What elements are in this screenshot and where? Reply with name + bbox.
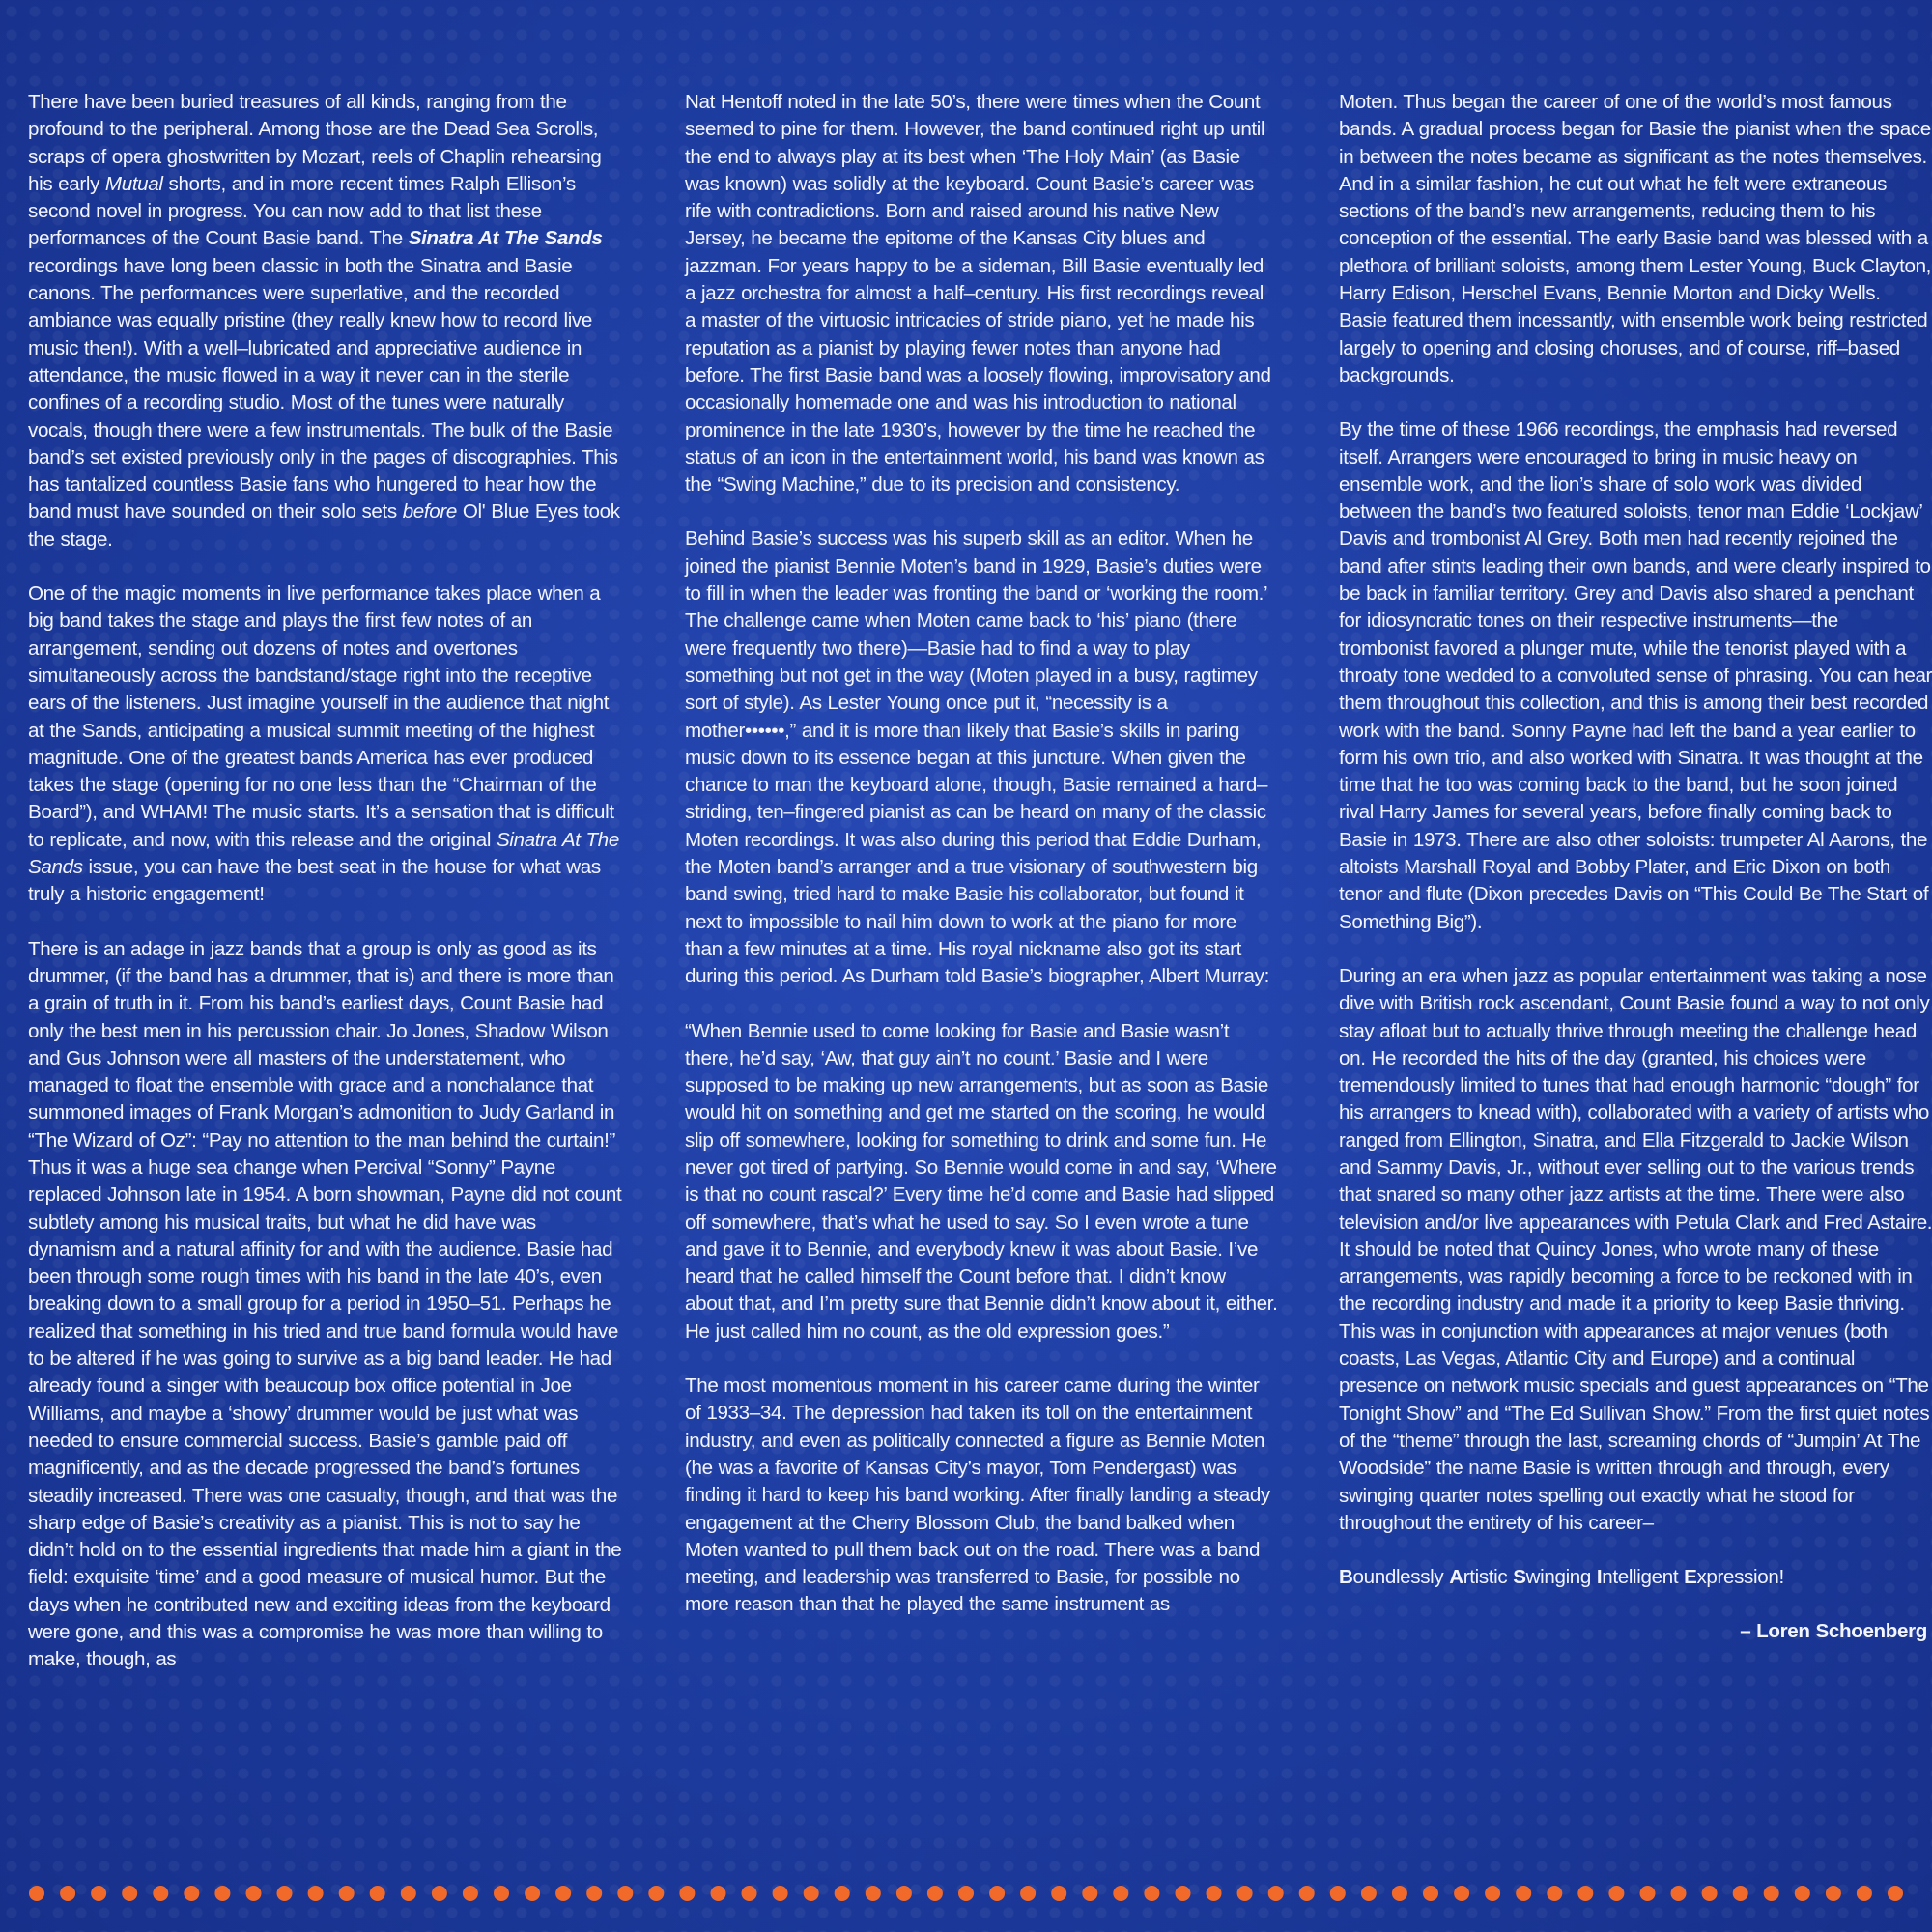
paragraph — [1339, 89, 1932, 389]
acrostic-word: winging — [1525, 1566, 1597, 1589]
text-run: Behind Basie’s success was his superb skill as an editor. When he joined the pianist Bennie Moten’s band in 1929, Basie’s duties were to fill in when the leader was fronting the band or ‘working the room.’ The challenge came when Moten came back to ‘his’ piano (there were frequently two there)—Basie had to find a way to play something but not get in the way (Moten played in a busy, ragtimey sort of style). As Lester Young once put it, “necessity is a mother••••••,” and it is more than likely that Basie’s skills in paring music down to its essence began at this juncture. When given the chance to man the keyboard alone, though, Basie remained a hard–striding, ten–fingered pianist as can be heard on many of the classic Moten recordings. It was also during this period that Eddie Durham, the Moten band’s arranger and a true visionary of southwestern big band swing, tried hard to make Basie his collaborator, but found it next to impossible to nail him down to work at the piano for more than a few minutes at a time. His royal nickname also got its start during this period. As Durham told Basie’s biographer, Albert Murray: — [685, 527, 1269, 988]
text-run: There have been buried treasures of all kinds, ranging from the profound to the peripheral. Among those are the Dead Sea Scrolls, scraps of opera ghostwritten by Mozart, reels of Chaplin rehearsing his early — [28, 91, 602, 195]
border-dot — [1330, 1886, 1346, 1901]
text-run: “When Bennie used to come looking for Basie and Basie wasn’t there, he’d say, ‘Aw, that guy ain’t no count.’ Basie and I were supposed to be making up new arrangements, but as soon as Basie would hit on something and get me started on the scoring, he would slip off somewhere, looking for something to drink and some fun. He never got tired of partying. So Bennie would come in and say, ‘Where is that no count rascal?’ Every time he’d come and Basie had slipped off somewhere, that’s what he used to say. So I even wrote a tune and gave it to Bennie, and everybody knew it was about Basie. I’ve heard that he called himself the Count before that. I didn’t know about that, and I’m pretty sure that Bennie didn’t know about it, either. He just called him no count, as the old expression goes.” — [685, 1019, 1278, 1343]
border-dot — [1268, 1886, 1284, 1901]
acrostic-word: ntelligent — [1602, 1566, 1685, 1589]
border-dot — [339, 1886, 355, 1901]
paragraph — [1339, 963, 1932, 1537]
border-dot — [1795, 1886, 1810, 1901]
text-run: One of the magic moments in live performance takes place when a big band takes the stage and plays the first few notes of an arrangement, sending out dozens of notes and overtones simultaneously across the bandstand/stage right into the receptive ears of the listeners. Just imagine yourself in the audience that night at the Sands, anticipating a musical summit meeting of the highest magnitude. One of the greatest bands America has ever produced takes the stage (opening for no one less than the “Chairman of the Board”), and WHAM! The music starts. It’s a sensation that is difficult to replicate, and now, with this release and the original — [28, 582, 614, 851]
border-dot — [1608, 1886, 1624, 1901]
text-run: Ol' Blue Eyes took the stage. — [28, 500, 620, 551]
orange-dot-border — [0, 1879, 1932, 1908]
border-dot — [773, 1886, 788, 1901]
text-run: The most momentous moment in his career came during the winter of 1933–34. The depression had taken its toll on the entertainment industry, and even as politically connected a figure as Bennie Moten (he was a favorite of Kansas City’s mayor, Tom Pendergast) was finding it hard to keep his band working. After finally landing a steady engagement at the Cherry Blossom Club, the band balked when Moten wanted to pull them back out on the road. There was a band meeting, and leadership was transferred to Basie, for possible no more reason than that he played the same instrument as — [685, 1375, 1270, 1616]
acrostic-initial: A — [1449, 1566, 1463, 1589]
paragraph — [685, 1373, 1279, 1619]
border-dot — [494, 1886, 509, 1901]
border-dot — [1423, 1886, 1438, 1901]
border-dot — [835, 1886, 850, 1901]
border-dot — [586, 1886, 602, 1901]
border-dot — [214, 1886, 230, 1901]
paragraph — [685, 526, 1279, 990]
border-dot — [927, 1886, 943, 1901]
text-run: By the time of these 1966 recordings, the emphasis had reversed itself. Arrangers were encouraged to bring in music heavy on ensemble work, and the lion’s share of solo work was divided between the band’s two featured soloists, tenor man Eddie ‘Lockjaw’ Davis and trombonist Al Grey. Both men had recently rejoined the band after stints leading their own bands, and were clearly inspired to be back in familiar territory. Grey and Davis also shared a penchant for idiosyncratic tones on their respective instruments—the trombonist favored a plunger mute, while the tenorist played with a throaty tone wedded to a convoluted sense of phrasing. You can hear them throughout this collection, and this is among their best recorded work with the band. Sonny Payne had left the band a year earlier to form his own trio, and also worked with Sinatra. It was thought at the time that he too was coming back to the band, but he soon joined rival Harry James for several years, before finally coming back to Basie in 1973. There are also other soloists: trumpeter Al Aarons, the altoists Marshall Royal and Bobby Plater, and Eric Dixon on both tenor and flute (Dixon precedes Davis on “This Could Be The Start of Something Big”). — [1339, 418, 1932, 933]
paragraph — [28, 936, 622, 1674]
paragraph — [28, 581, 622, 909]
border-dot — [1020, 1886, 1036, 1901]
border-dot — [432, 1886, 447, 1901]
border-dot — [958, 1886, 974, 1901]
border-dot — [1144, 1886, 1159, 1901]
border-dot — [370, 1886, 385, 1901]
border-dot — [60, 1886, 75, 1901]
text-column-2 — [685, 89, 1279, 1646]
acrostic-word: oundlessly — [1352, 1566, 1450, 1589]
border-dot — [1392, 1886, 1407, 1901]
acrostic-initial: I — [1596, 1566, 1603, 1589]
border-dot — [1577, 1886, 1593, 1901]
border-dot — [1176, 1886, 1191, 1901]
text-run: recordings have long been classic in both the Sinatra and Basie canons. The performances were superlative, and the recorded ambiance was equally pristine (they really knew how to record live music then!). With a well–lubricated and appreciative audience in attendance, the music flowed in a way it never can in the sterile confines of a recording studio. Most of the tunes were naturally vocals, though there were a few instrumentals. The bulk of the Basie band’s set existed previously only in the pages of discographies. This has tantalized countless Basie fans who hungered to hear how the band must have sounded on their solo sets — [28, 254, 618, 524]
border-dot — [401, 1886, 416, 1901]
paragraph — [685, 89, 1279, 498]
border-dot — [29, 1886, 44, 1901]
text-run: Moten. Thus began the career of one of the world’s most famous bands. A gradual process began for Basie the pianist when the space in between the notes became as significant as the notes themselves. And in a similar fashion, he cut out what he felt were extraneous sections of the band’s new arrangements, reducing them to his conception of the essential. The early Basie band was blessed with a plethora of brilliant soloists, among them Lester Young, Buck Clayton, Harry Edison, Herschel Evans, Bennie Morton and Dicky Wells. Basie featured them incessantly, with ensemble work being restricted largely to opening and closing choruses, and of course, riff–based backgrounds. — [1339, 91, 1932, 386]
text-run: During an era when jazz as popular entertainment was taking a nose dive with British rock ascendant, Count Basie found a way to not only stay afloat but to actually thrive through meeting the challenge head on. He recorded the hits of the day (granted, his choices were tremendously limited to tunes that had enough harmonic “dough” for his arrangers to knead with), collaborated with a variety of artists who ranged from Ellington, Sinatra, and Ella Fitzgerald to Jackie Wilson and Sammy Davis, Jr., without ever selling out to the various trends that snared so many other jazz artists at the time. There were also television and/or live appearances with Petula Clark and Fred Astaire. It should be noted that Quincy Jones, who wrote many of these arrangements, was rapidly becoming a force to be reckoned with in the recording industry and made it a priority to keep Basie thriving. This was in conjunction with appearances at major venues (both coasts, Las Vegas, Atlantic City and Europe) and a continual presence on network music specials and guest appearances on “The Tonight Show” and “The Ed Sullivan Show.” From the first quiet notes of the “theme” through the last, screaming chords of “Jumpin’ At The Woodside” the name Basie is written through and through, every swinging quarter notes spelling out exactly what he stood for throughout the entirety of his career– — [1339, 964, 1932, 1534]
border-dot — [246, 1886, 262, 1901]
text-run: shorts, and in more recent times Ralph Ellison’s second novel in progress. You can now add to that list these performances of the Count Basie band. The — [28, 172, 576, 250]
border-dot — [1702, 1886, 1718, 1901]
border-dot — [1516, 1886, 1531, 1901]
text-run: before — [402, 500, 457, 524]
border-dot — [1113, 1886, 1128, 1901]
border-dot — [1207, 1886, 1222, 1901]
acrostic-initial: B — [1339, 1566, 1353, 1589]
border-dot — [122, 1886, 137, 1901]
text-run: Sinatra At The Sands — [408, 227, 603, 250]
border-dot — [1826, 1886, 1841, 1901]
author-signature: – Loren Schoenberg — [1740, 1620, 1927, 1643]
border-dot — [1764, 1886, 1779, 1901]
border-dot — [648, 1886, 664, 1901]
acrostic-initial: E — [1684, 1566, 1697, 1589]
paragraph — [685, 1018, 1279, 1347]
border-dot — [91, 1886, 106, 1901]
border-dot — [1082, 1886, 1097, 1901]
paragraph — [1339, 416, 1932, 936]
border-dot — [1888, 1886, 1903, 1901]
border-dot — [555, 1886, 571, 1901]
border-dot — [277, 1886, 293, 1901]
text-column-1 — [28, 89, 622, 1701]
border-dot — [525, 1886, 540, 1901]
border-dot — [1361, 1886, 1377, 1901]
border-dot — [1671, 1886, 1687, 1901]
border-dot — [463, 1886, 478, 1901]
text-run: Nat Hentoff noted in the late 50’s, there were times when the Count seemed to pine for them. However, the band continued right up until the end to always play at its best when ‘The Holy Main’ (as Basie was known) was solidly at the keyboard. Count Basie’s career was rife with contradictions. Born and raised around his native New Jersey, he became the epitome of the Kansas City blues and jazzman. For years happy to be a sideman, Bill Basie eventually led a jazz orchestra for almost a half–century. His first recordings reveal a master of the virtuosic intricacies of stride piano, yet he made his reputation as a pianist by playing fewer notes than anyone had before. The first Basie band was a loosely flowing, improvisatory and occasionally homemade one and was his introduction to national prominence in the late 1930’s, however by the time he reached the status of an icon in the entertainment world, his band was known as the “Swing Machine,” due to its precision and consistency. — [685, 91, 1271, 497]
border-dot — [1454, 1886, 1469, 1901]
border-dot — [804, 1886, 819, 1901]
acrostic-word: rtistic — [1463, 1566, 1514, 1589]
border-dot — [1237, 1886, 1253, 1901]
border-dot — [896, 1886, 912, 1901]
border-dot — [184, 1886, 199, 1901]
border-dot — [1547, 1886, 1562, 1901]
acrostic-initial: S — [1513, 1566, 1526, 1589]
border-dot — [308, 1886, 324, 1901]
text-run: Mutual — [104, 172, 163, 195]
border-dot — [866, 1886, 881, 1901]
border-dot — [1733, 1886, 1748, 1901]
acrostic-word: xpression! — [1696, 1566, 1784, 1589]
border-dot — [711, 1886, 726, 1901]
acrostic-line — [1339, 1564, 1932, 1591]
text-run: There is an adage in jazz bands that a group is only as good as its drummer, (if the band has a drummer, that is) and there is more than a grain of truth in it. From his band’s earliest days, Count Basie had only the best men in his percussion chair. Jo Jones, Shadow Wilson and Gus Johnson were all masters of the understatement, who managed to float the ensemble with grace and a nonchalance that summoned images of Frank Morgan’s admonition to Judy Garland in “The Wizard of Oz”: “Pay no attention to the man behind the curtain!” Thus it was a huge sea change when Percival “Sonny” Payne replaced Johnson late in 1954. A born showman, Payne did not count subtlety among his musical traits, but what he did have was dynamism and a natural affinity for and with the audience. Basie had been through some rough times with his band in the late 40’s, even breaking down to a small group for a period in 1950–51. Perhaps he realized that something in his tried and true band formula would have to be altered if he was going to survive as a big band leader. He had already found a singer with beaucoup box office potential in Joe Williams, and maybe a ‘showy’ drummer would be just what was needed to ensure commercial success. Basie’s gamble paid off magnificently, and as the decade progressed the band’s fortunes steadily increased. There was one casualty, though, and that was the sharp edge of Basie’s creativity as a pianist. This is not to say he didn’t hold on to the essential ingredients that made him a giant in the field: exquisite ‘time’ and a good measure of musical humor. But the days when he contributed new and exciting ideas from the keyboard were gone, and this was a compromise he was more than willing to make, though, as — [28, 937, 622, 1671]
border-dot — [1640, 1886, 1656, 1901]
paragraph — [28, 89, 622, 554]
border-dot — [1857, 1886, 1872, 1901]
text-column-3 — [1339, 89, 1932, 1646]
border-dot — [1485, 1886, 1500, 1901]
border-dot — [1051, 1886, 1066, 1901]
border-dot — [679, 1886, 695, 1901]
border-dot — [153, 1886, 168, 1901]
text-run: Sinatra At The Sands — [28, 828, 619, 879]
text-run: issue, you can have the best seat in the house for what was truly a historic engagement! — [28, 856, 601, 906]
border-dot — [1299, 1886, 1315, 1901]
border-dot — [742, 1886, 757, 1901]
border-dot — [989, 1886, 1005, 1901]
border-dot — [617, 1886, 633, 1901]
